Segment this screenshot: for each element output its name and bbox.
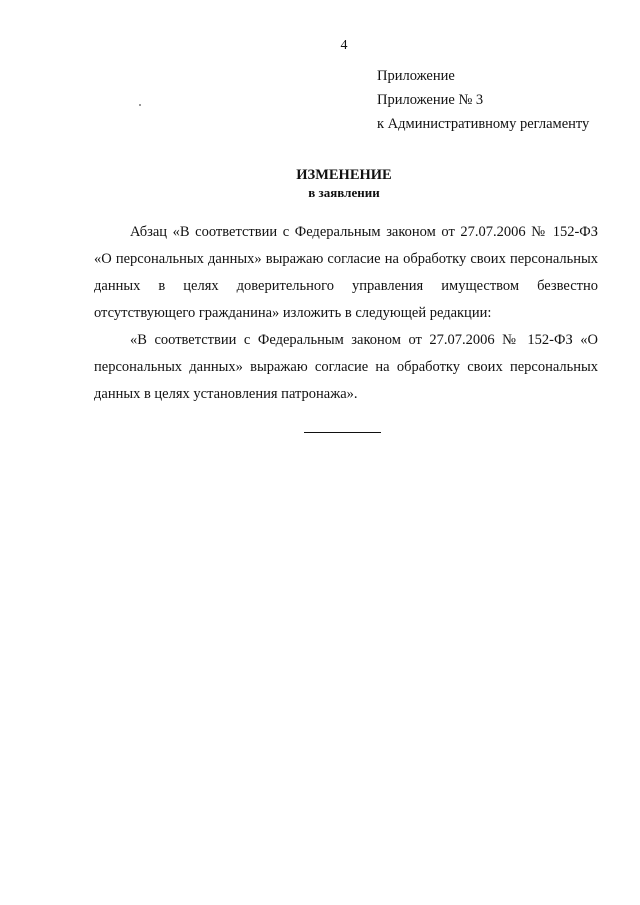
document-subtitle: в заявлении — [308, 185, 380, 200]
appendix-line-3: к Административному регламенту — [377, 116, 590, 132]
body-paragraph-1: Абзац «В соответствии с Федеральным законом от 27.07.2006 № 152-ФЗ «О персональных данных» выражаю согласие на обработку своих персональных данных в целях доверительного управления имуществом безвестно отсутствующего гражданина» изложить в следующей редакции: — [94, 224, 598, 321]
appendix-line-2: Приложение № 3 — [377, 92, 484, 108]
page-number: 4 — [340, 38, 348, 53]
closing-rule — [304, 432, 381, 433]
scan-speck — [139, 104, 141, 106]
appendix-line-1: Приложение — [377, 68, 455, 84]
body-paragraph-2: «В соответствии с Федеральным законом от 27.07.2006 № 152-ФЗ «О персональных данных» выражаю согласие на обработку своих персональных данных в целях установления патронажа». — [94, 332, 598, 402]
document-body — [94, 219, 598, 408]
document-title: ИЗМЕНЕНИЕ — [296, 167, 392, 183]
appendix-block — [377, 64, 589, 136]
